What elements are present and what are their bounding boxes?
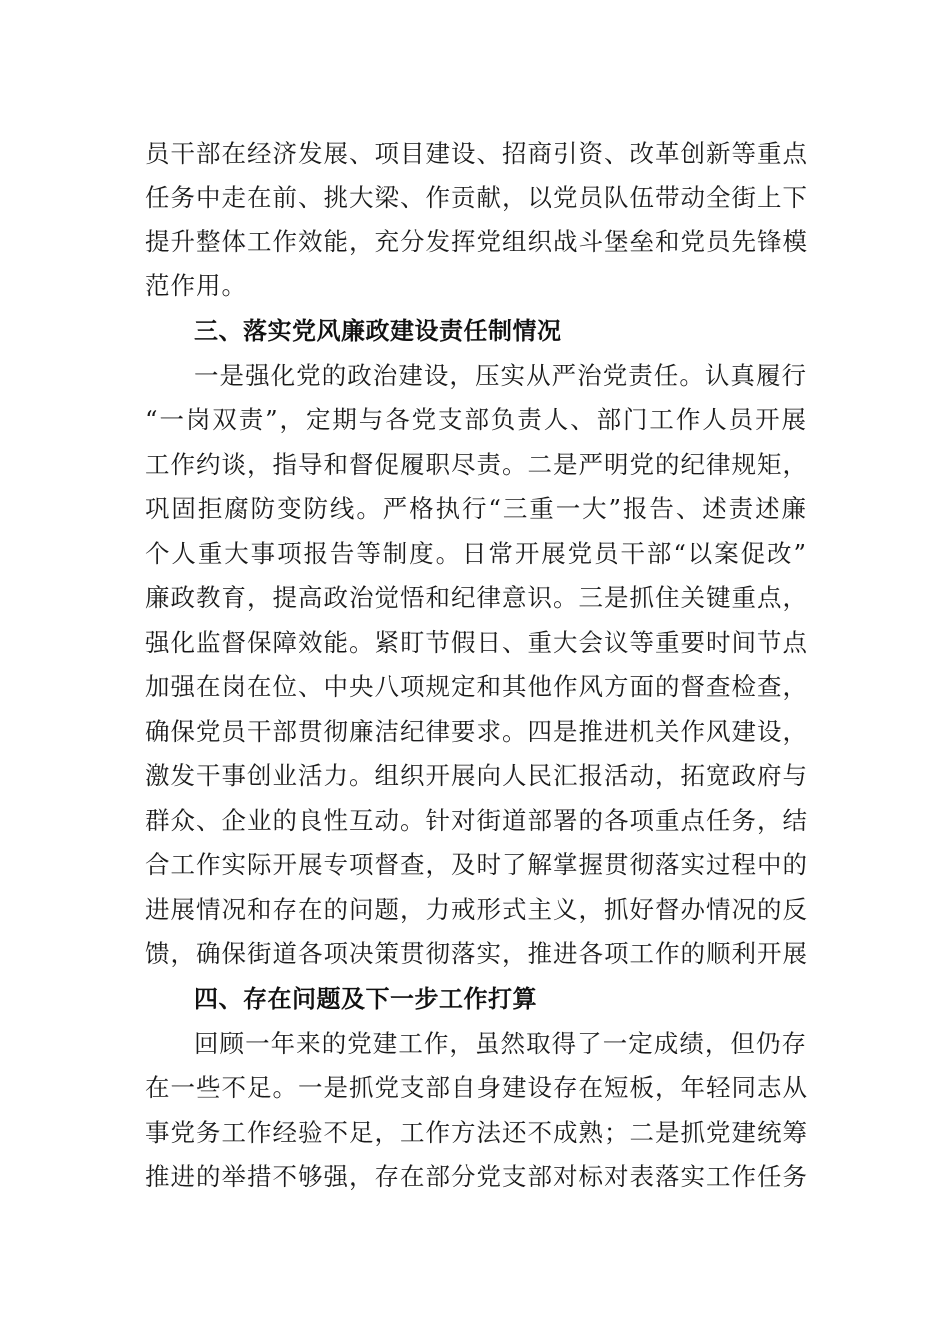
paragraph-line: 任务中走在前、挑大梁、作贡献，以党员队伍带动全街上下 <box>145 183 808 212</box>
paragraph-line: 进展情况和存在的问题，力戒形式主义，抓好督办情况的反 <box>145 895 808 924</box>
paragraph-line: 提升整体工作效能，充分发挥党组织战斗堡垒和党员先锋模 <box>145 227 808 256</box>
paragraph-line: 个人重大事项报告等制度。日常开展党员干部“以案促改” <box>145 539 807 568</box>
paragraph-line: 范作用。 <box>145 271 247 300</box>
paragraph-line: 员干部在经济发展、项目建设、招商引资、改革创新等重点 <box>145 139 808 168</box>
paragraph-line: 确保党员干部贯彻廉洁纪律要求。四是推进机关作风建设， <box>145 717 808 746</box>
paragraph-line: 强化监督保障效能。紧盯节假日、重大会议等重要时间节点 <box>145 628 808 657</box>
section-heading-4: 四、存在问题及下一步工作打算 <box>194 985 537 1013</box>
paragraph-line: 群众、企业的良性互动。针对街道部署的各项重点任务，结 <box>145 806 808 835</box>
paragraph-line: 加强在岗在位、中央八项规定和其他作风方面的督查检查， <box>145 672 808 701</box>
paragraph-line: 巩固拒腐防变防线。严格执行“三重一大”报告、述责述廉 <box>145 494 807 523</box>
paragraph-line: 事党务工作经验不足，工作方法还不成熟；二是抓党建统筹 <box>145 1118 808 1147</box>
paragraph-line: 合工作实际开展专项督查，及时了解掌握贯彻落实过程中的 <box>145 850 808 879</box>
paragraph-line: “一岗双责”，定期与各党支部负责人、部门工作人员开展 <box>145 405 807 434</box>
paragraph-line: 工作约谈，指导和督促履职尽责。二是严明党的纪律规矩， <box>145 450 808 479</box>
paragraph-line: 一是强化党的政治建设，压实从严治党责任。认真履行 <box>194 361 807 390</box>
paragraph-line: 馈，确保街道各项决策贯彻落实，推进各项工作的顺利开展 <box>145 939 808 968</box>
paragraph-line: 回顾一年来的党建工作，虽然取得了一定成绩，但仍存 <box>194 1029 807 1058</box>
paragraph-line: 在一些不足。一是抓党支部自身建设存在短板，年轻同志从 <box>145 1073 808 1102</box>
paragraph-line: 激发干事创业活力。组织开展向人民汇报活动，拓宽政府与 <box>145 761 808 790</box>
paragraph-line: 廉政教育，提高政治觉悟和纪律意识。三是抓住关键重点， <box>145 583 808 612</box>
paragraph-line: 推进的举措不够强，存在部分党支部对标对表落实工作任务 <box>145 1162 808 1191</box>
section-heading-3: 三、落实党风廉政建设责任制情况 <box>194 317 562 345</box>
